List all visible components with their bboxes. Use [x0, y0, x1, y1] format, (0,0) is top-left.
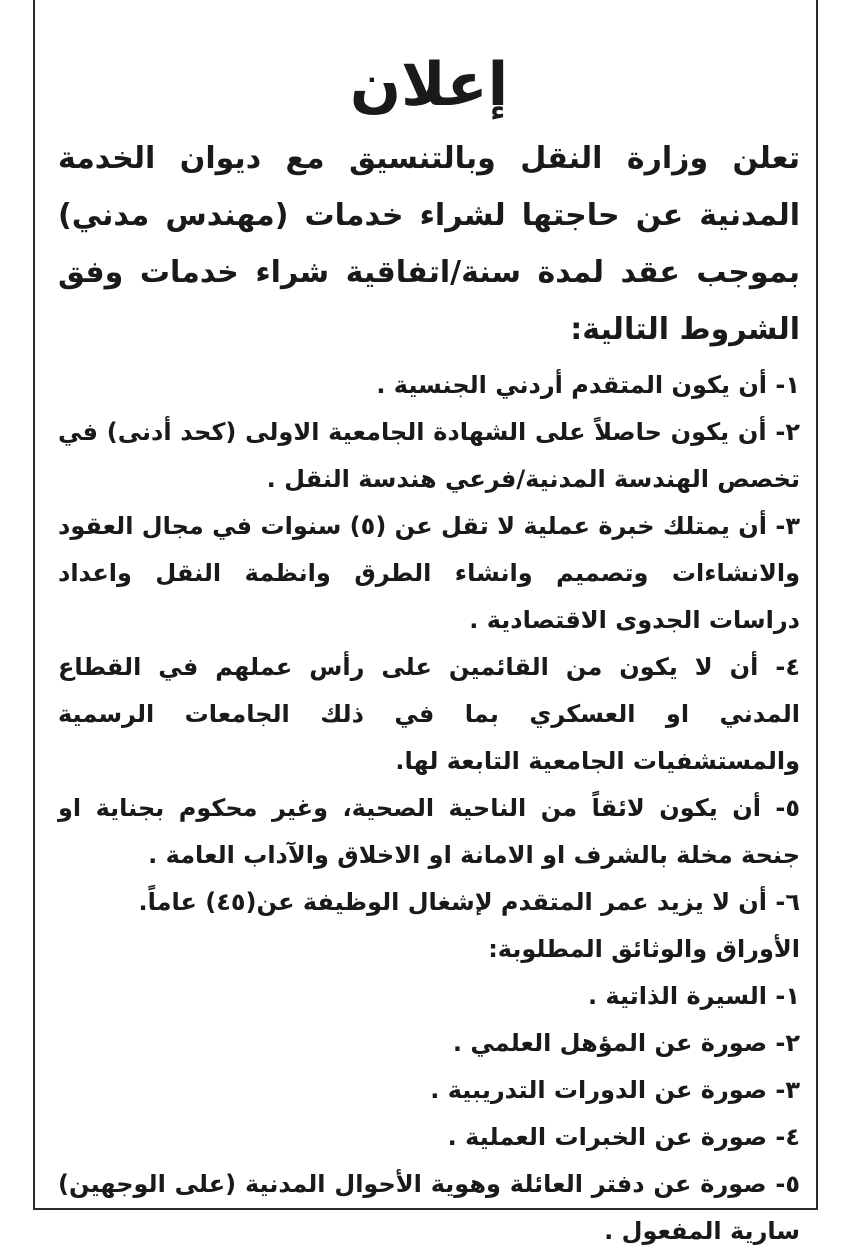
conditions-list [58, 362, 800, 926]
documents-list [58, 973, 800, 1255]
condition-item: ١- أن يكون المتقدم أردني الجنسية . [376, 371, 800, 399]
announcement-intro: تعلن وزارة النقل وبالتنسيق مع ديوان الخدمة المدنية عن حاجتها لشراء خدمات (مهندس مدني) بموجب عقد لمدة سنة/اتفاقية شراء خدمات وفق الشروط التالية: [58, 141, 800, 347]
document-item: ٢- صورة عن المؤهل العلمي . [452, 1029, 800, 1057]
document-item: ٤- صورة عن الخبرات العملية . [447, 1123, 800, 1151]
condition-item: ٢- أن يكون حاصلاً على الشهادة الجامعية الاولى (كحد أدنى) في تخصص الهندسة المدنية/فرعي هندسة النقل . [58, 418, 800, 493]
document-item: ٣- صورة عن الدورات التدريبية . [430, 1076, 800, 1104]
condition-item: ٤- أن لا يكون من القائمين على رأس عملهم في القطاع المدني او العسكري بما في ذلك الجامعات الرسمية والمستشفيات الجامعية التابعة لها. [58, 653, 800, 775]
document-item: ٥- صورة عن دفتر العائلة وهوية الأحوال المدنية (على الوجهين) سارية المفعول . [58, 1170, 800, 1245]
announcement-title: إعلان [349, 50, 509, 120]
condition-item: ٣- أن يمتلك خبرة عملية لا تقل عن (٥) سنوات في مجال العقود والانشاءات وتصميم وانشاء الطرق وانظمة النقل واعداد دراسات الجدوى الاقتصادية . [58, 512, 801, 634]
condition-item: ٦- أن لا يزيد عمر المتقدم لإشغال الوظيفة عن(٤٥) عاماً. [138, 888, 800, 916]
documents-heading: الأوراق والوثائق المطلوبة: [488, 935, 800, 963]
document-item: ١- السيرة الذاتية . [587, 982, 800, 1010]
condition-item: ٥- أن يكون لائقاً من الناحية الصحية، وغير محكوم بجناية او جنحة مخلة بالشرف او الامانة او الاخلاق والآداب العامة . [58, 794, 800, 869]
announcement-body [58, 40, 800, 1255]
